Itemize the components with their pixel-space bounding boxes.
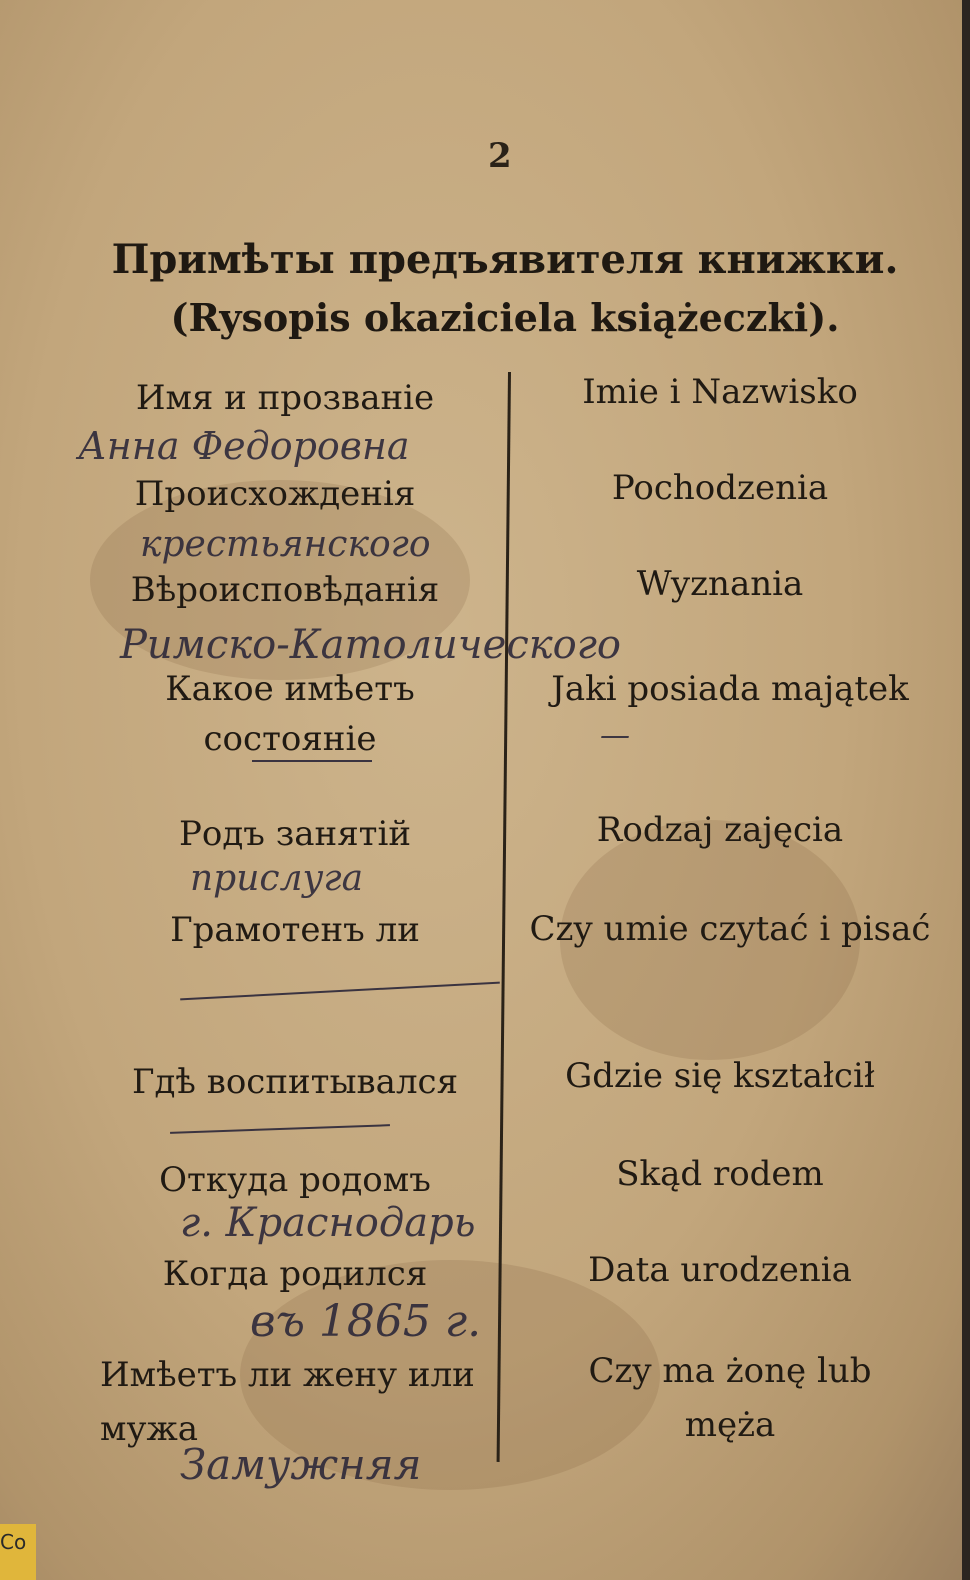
label-pl-occupation: Rodzaj zajęcia (596, 810, 844, 850)
label-ru-birthdate: Когда родился (162, 1254, 428, 1294)
label-pl-name: Imie i Nazwisko (582, 372, 858, 412)
label-ru-property: Какое имѣетъ состоянiе (165, 669, 415, 759)
handwriting-birthdate: въ 1865 г. (250, 1296, 482, 1347)
handwriting-religion: Римско-Католического (120, 622, 621, 668)
label-pl-origin: Pochodzenia (611, 468, 829, 508)
page-number: 2 (488, 136, 512, 176)
label-ru-occupation: Родъ занятiй (179, 814, 411, 854)
label-ru-birthplace: Откуда родомъ (159, 1160, 431, 1200)
label-ru-education: Гдѣ воспитывался (131, 1062, 459, 1102)
label-pl-property: Jaki posiada majątek (551, 669, 909, 709)
label-pl-education: Gdzie się kształcił (565, 1056, 875, 1096)
handwriting-name: Анна Федоровна (78, 424, 410, 468)
label-pl-spouse: Czy ma żonę lub męża (588, 1351, 872, 1445)
label-ru-religion: Вѣроисповѣданiя (130, 570, 440, 610)
label-pl-birthdate: Data urodzenia (588, 1250, 852, 1290)
label-pl-birthplace: Skąd rodem (616, 1154, 824, 1194)
page-edge-shadow (962, 0, 970, 1580)
title-russian: Примѣты предъявителя книжки. (111, 236, 899, 283)
label-ru-literate: Грамотенъ ли (170, 910, 420, 950)
corner-text: Co (0, 1530, 27, 1554)
handwriting-occupation: прислуга (190, 858, 364, 899)
label-ru-origin: Происхожденiя (134, 474, 416, 514)
label-pl-literate: Czy umie czytać i pisać (529, 909, 931, 949)
handwriting-origin: крестьянского (140, 524, 431, 565)
signature-line-literate (180, 982, 500, 1001)
handwriting-spouse: Замужняя (180, 1440, 422, 1489)
underline-property (252, 760, 372, 762)
label-pl-religion: Wyznania (636, 564, 804, 604)
label-ru-spouse: Имѣетъ ли жену или мужа (100, 1355, 475, 1449)
underline-education (170, 1124, 390, 1134)
handwriting-property: — (600, 718, 630, 753)
handwriting-birthplace: г. Краснодарь (180, 1200, 476, 1246)
label-ru-name: Имя и прозванiе (135, 378, 435, 418)
title-polish: (Rysopis okaziciela książeczki). (170, 295, 840, 340)
